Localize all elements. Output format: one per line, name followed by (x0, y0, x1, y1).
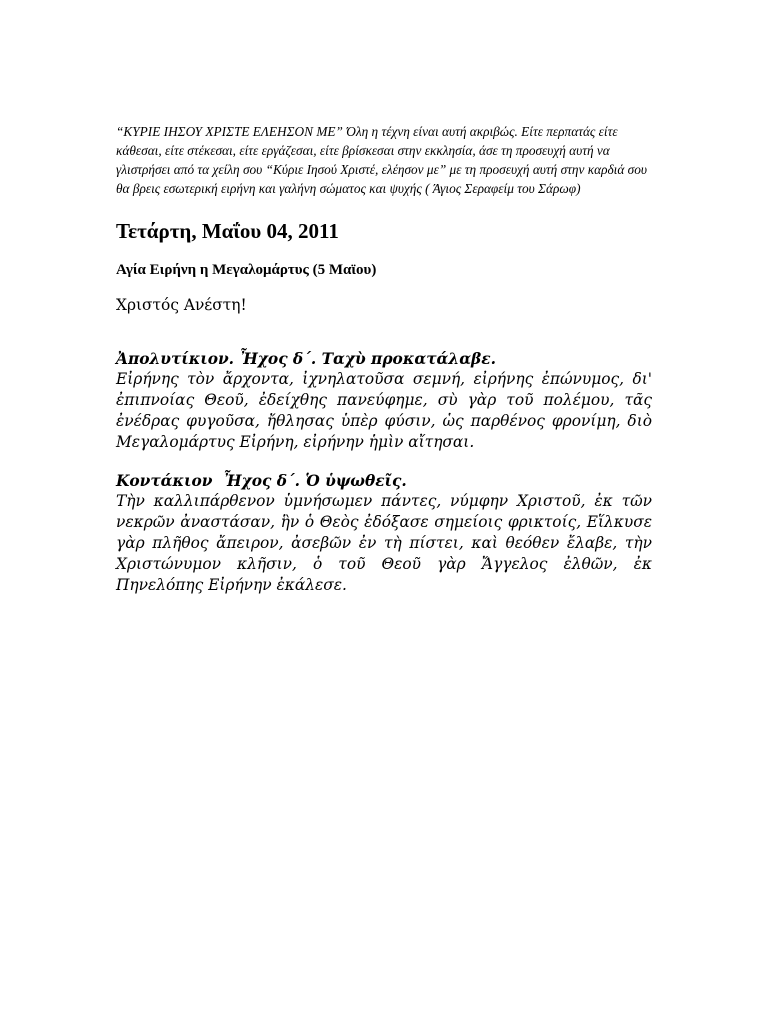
post-date-heading: Τετάρτη, Μαΐου 04, 2011 (116, 219, 339, 243)
apolytikion-title: Ἀπολυτίκιον. Ἦχος δ΄. Ταχὺ προκατάλαβε. (116, 350, 496, 368)
kontakion-block (116, 471, 652, 596)
intro-quote: “ΚΥΡΙΕ ΙΗΣΟΥ ΧΡΙΣΤΕ ΕΛΕΗΣΟΝ ΜΕ” Όλη η τέχνη είναι αυτή ακριβώς. Είτε περπατάς είτε κάθεσαι, είτε στέκεσαι, είτε εργάζεσαι, είτε βρίσκεσαι στην εκκλησία, άσε τη προσευχή αυτή να γλιστρήσει από τα χείλη σου “Κύριε Ιησού Χριστέ, ελέησον με” με τη προσευχή αυτή στην καρδιά σου θα βρεις εσωτερική ειρήνη και γαλήνη σώματος και ψυχής ( Άγιος Σεραφείμ του Σάρωφ) (116, 124, 647, 196)
apolytikion-block (116, 349, 652, 453)
document-page (116, 122, 652, 596)
easter-greeting: Χριστός Ανέστη! (116, 296, 247, 314)
apolytikion-text: Εἰρήνης τὸν ἄρχοντα, ἰχνηλατοῦσα σεμνή, εἰρήνης ἐπώνυμος, δι' ἐπιπνοίας Θεοῦ, ἐδείχθης πανεύφημε, σὺ γὰρ τοῦ πολέμου, τᾶς ἐνέδρας φυγοῦσα, ἤθλησας ὑπὲρ φύσιν, ὡς παρθένος φρονίμη, διὸ Μεγαλομάρτυς Εἰρήνη, εἰρήνην ἡμὶν αἴτησαι. (116, 370, 652, 451)
kontakion-title: Κοντάκιον Ἦχος δ΄. Ὁ ὑψωθεῖς. (116, 472, 407, 490)
kontakion-text: Τὴν καλλιπάρθενον ὑμνήσωμεν πάντες, νύμφην Χριστοῦ, ἐκ τῶν νεκρῶν ἀναστάσαν, ἣν ὁ Θεὸς ἐδόξασε σημείοις φρικτοίς, Εἵλκυσε γὰρ πλῆθος ἄπειρον, ἀσεβῶν ἐν τὴ πίστει, καὶ θεόθεν ἔλαβε, τὴν Χριστώνυμον κλῆσιν, ὁ τοῦ Θεοῦ γὰρ Ἄγγελος ἐλθῶν, ἐκ Πηνελόπης Εἰρήνην ἐκάλεσε. (116, 492, 652, 594)
saint-heading: Αγία Ειρήνη η Μεγαλομάρτυς (5 Μαϊου) (116, 262, 377, 278)
